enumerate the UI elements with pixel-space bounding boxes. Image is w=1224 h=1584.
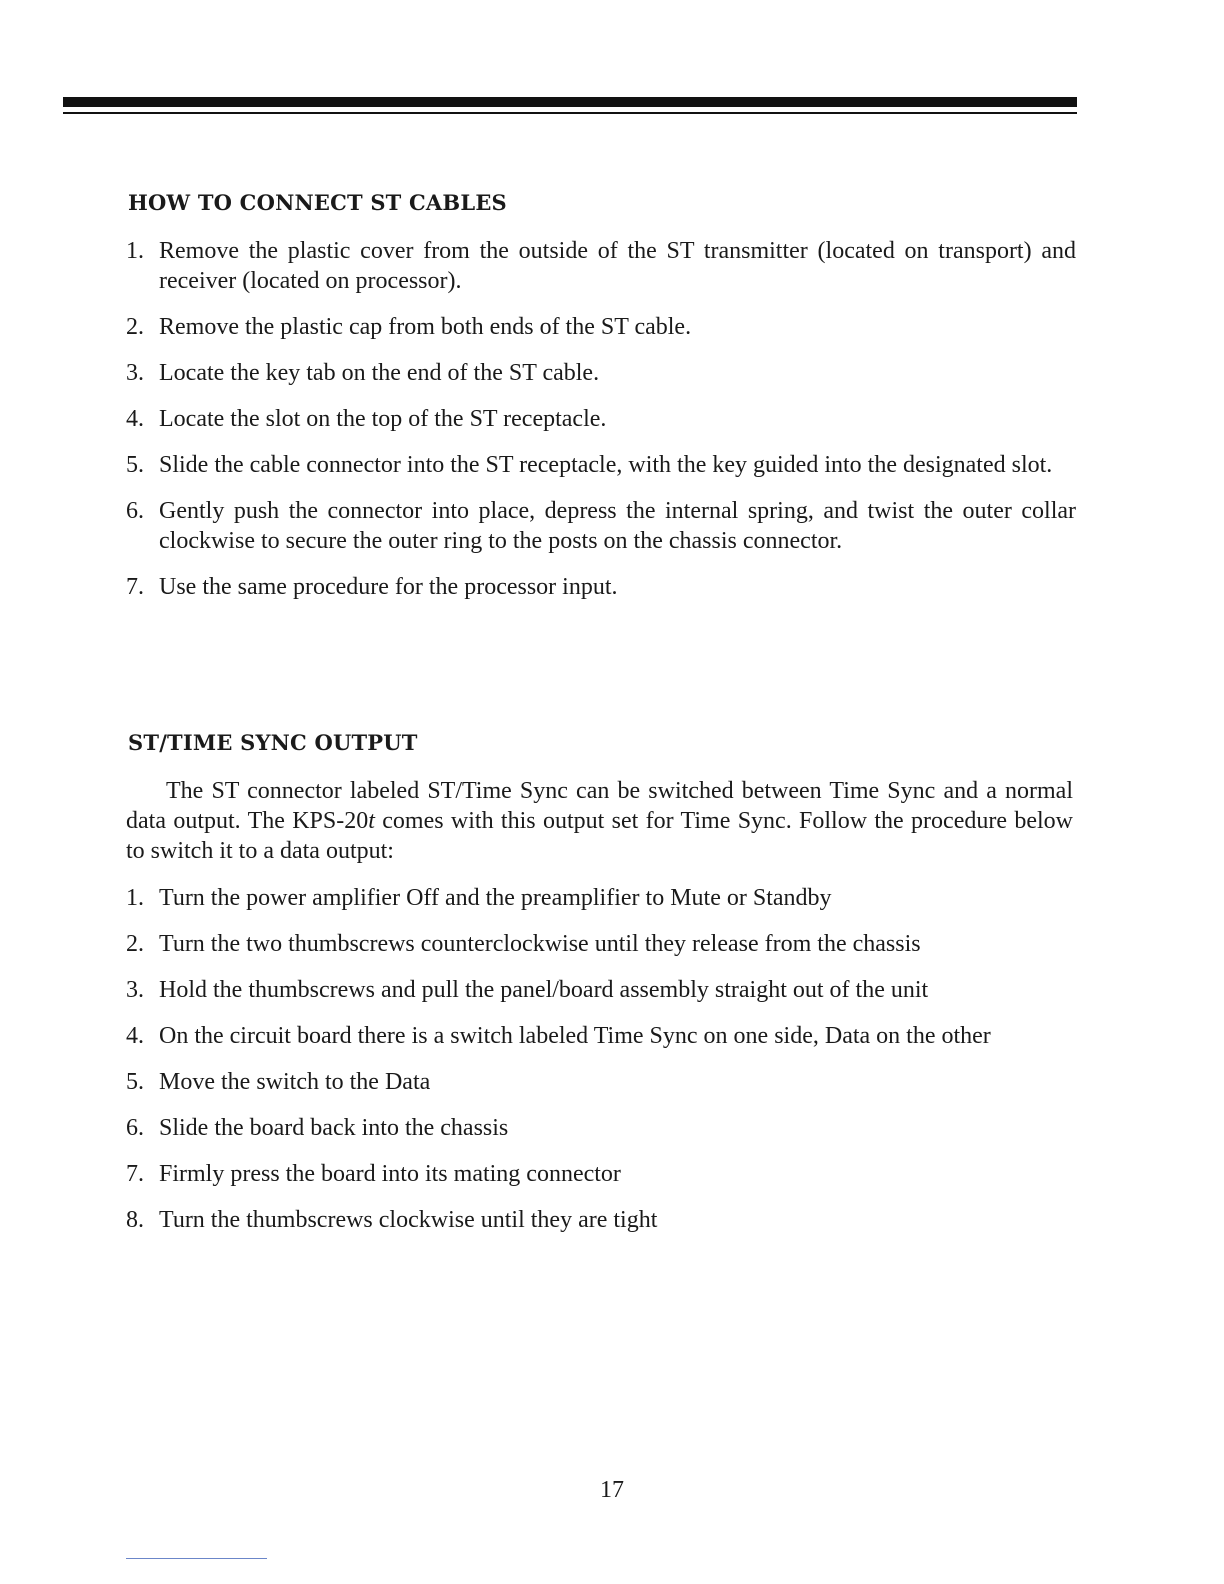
st-time-sync-steps [126, 883, 1076, 1251]
list-item [126, 1113, 1076, 1143]
step-number: 1. [126, 885, 144, 911]
section-heading-st-time-sync-output: ST/TIME SYNC OUTPUT [128, 730, 418, 755]
section-heading-connect-st-cables: HOW TO CONNECT ST CABLES [128, 190, 507, 215]
list-item [126, 1159, 1076, 1189]
step-text: Locate the slot on the top of the ST receptacle. [159, 406, 607, 432]
step-number: 3. [126, 360, 144, 386]
step-text: Hold the thumbscrews and pull the panel/board assembly straight out of the unit [159, 977, 929, 1003]
step-number: 5. [126, 452, 144, 478]
step-text: Gently push the connector into place, depress the internal spring, and twist the outer collar clockwise to secure the outer ring to the posts on the chassis connector. [159, 498, 1076, 554]
page-number: 17 [600, 1477, 624, 1503]
step-number: 1. [126, 238, 144, 264]
step-text: Remove the plastic cap from both ends of the ST cable. [159, 314, 692, 340]
step-text: Turn the power amplifier Off and the preamplifier to Mute or Standby [159, 885, 832, 911]
step-text: Remove the plastic cover from the outside of the ST transmitter (located on transport) and receiver (located on processor). [159, 238, 1076, 294]
step-text: Slide the cable connector into the ST receptacle, with the key guided into the designated slot. [159, 452, 1053, 478]
list-item [126, 404, 1076, 434]
step-number: 6. [126, 1115, 144, 1141]
list-item [126, 1021, 1076, 1051]
step-number: 6. [126, 498, 144, 524]
step-number: 2. [126, 314, 144, 340]
step-number: 7. [126, 1161, 144, 1187]
header-rule-thick [63, 97, 1077, 107]
connect-st-cables-steps [126, 236, 1076, 618]
step-text: Turn the thumbscrews clockwise until they are tight [159, 1207, 658, 1233]
intro-text-start: The ST connector labeled ST/Time Sync can be switched between Time Sync and a normal data output. The KPS-20 [126, 778, 1073, 834]
list-item [126, 1067, 1076, 1097]
list-item [126, 1205, 1076, 1235]
intro-italic-suffix: t [368, 808, 375, 834]
list-item [126, 929, 1076, 959]
list-item [126, 236, 1076, 296]
step-number: 4. [126, 406, 144, 432]
step-text: On the circuit board there is a switch labeled Time Sync on one side, Data on the other [159, 1023, 991, 1049]
step-text: Use the same procedure for the processor input. [159, 574, 618, 600]
step-text: Locate the key tab on the end of the ST cable. [159, 360, 600, 386]
list-item [126, 312, 1076, 342]
intro-text-end: comes with this output set for Time Sync. Follow the procedure below to switch it to a data output: [126, 808, 1073, 864]
step-text: Turn the two thumbscrews counterclockwise until they release from the chassis [159, 931, 921, 957]
st-time-sync-intro-paragraph [126, 776, 1073, 866]
step-number: 3. [126, 977, 144, 1003]
step-number: 4. [126, 1023, 144, 1049]
list-item [126, 358, 1076, 388]
list-item [126, 450, 1076, 480]
step-number: 2. [126, 931, 144, 957]
list-item [126, 975, 1076, 1005]
header-rule-thin [63, 112, 1077, 114]
step-text: Move the switch to the Data [159, 1069, 431, 1095]
list-item [126, 572, 1076, 602]
step-number: 7. [126, 574, 144, 600]
list-item [126, 496, 1076, 556]
list-item [126, 883, 1076, 913]
footer-rule [126, 1558, 267, 1559]
step-number: 5. [126, 1069, 144, 1095]
step-number: 8. [126, 1207, 144, 1233]
step-text: Slide the board back into the chassis [159, 1115, 509, 1141]
step-text: Firmly press the board into its mating connector [159, 1161, 621, 1187]
